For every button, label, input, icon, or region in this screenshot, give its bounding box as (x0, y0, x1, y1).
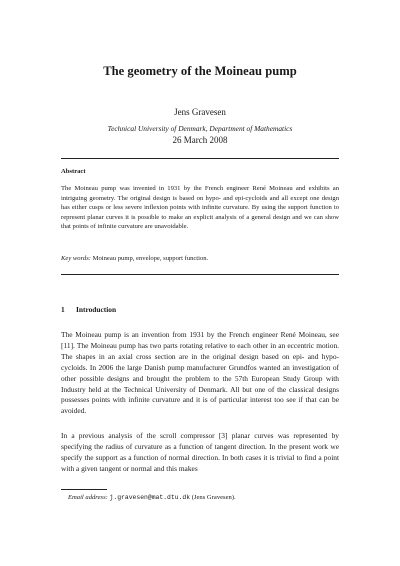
author-name: Jens Gravesen (174, 107, 226, 117)
footnote-suffix: (Jens Gravesen). (191, 494, 236, 501)
footnote-label: Email address: (68, 494, 108, 501)
footnote-rule (61, 489, 107, 490)
abstract-text: The Moineau pump was invented in 1931 by the French engineer René Moineau and exhibits an intriguing geometry. The original design is based on hypo- and epi-cycloids and all except one design has either cusps or less severe inflexion points with infinite curvature. By using the support function to represent planar curves it is possible to make an explicit analysis of a general design and we can show that points of infinite curvature are unavoidable. (61, 185, 339, 231)
author-email-link[interactable]: j.gravesen@mat.dtu.dk (109, 494, 191, 501)
abstract-heading: Abstract (61, 168, 86, 175)
footnote (68, 493, 236, 502)
paper-title: The geometry of the Moineau pump (103, 64, 297, 78)
keywords-text: Moineau pump, envelope, support function. (92, 255, 209, 262)
body-paragraph: In a previous analysis of the scroll compressor [3] planar curves was represented by specifying the radius of curvature as a function of tangent direction. In the present work we specify the support as a function of normal direction. In both cases it is trivial to find a point with a given tangent or normal and this makes (61, 431, 339, 473)
keywords (61, 254, 339, 263)
section-title: Introduction (76, 305, 117, 314)
section-number: 1 (61, 305, 65, 314)
section-heading (61, 305, 116, 314)
abstract-top-rule (61, 158, 339, 159)
body-paragraph: The Moineau pump is an invention from 1931 by the French engineer René Moineau, see [11]. The Moineau pump has two parts rotating relative to each other in an eccentric motion. The shapes in an axial cross section are in the original design based on epi- and hypo-cycloids. In 2006 the large Danish pump manufacturer Grundfos wanted an investigation of other possible designs and brought the problem to the 57th European Study Group with Industry held at the Technical University of Denmark. All but one of the classical designs possesses points with infinite curvature and it is of particular interest too see if that can be avoided. (61, 330, 339, 416)
author-affiliation: Technical University of Denmark, Department of Mathematics (107, 124, 293, 133)
abstract-bottom-rule (61, 274, 339, 275)
paper-date: 26 March 2008 (172, 135, 228, 145)
keywords-label: Key words: (61, 255, 91, 262)
